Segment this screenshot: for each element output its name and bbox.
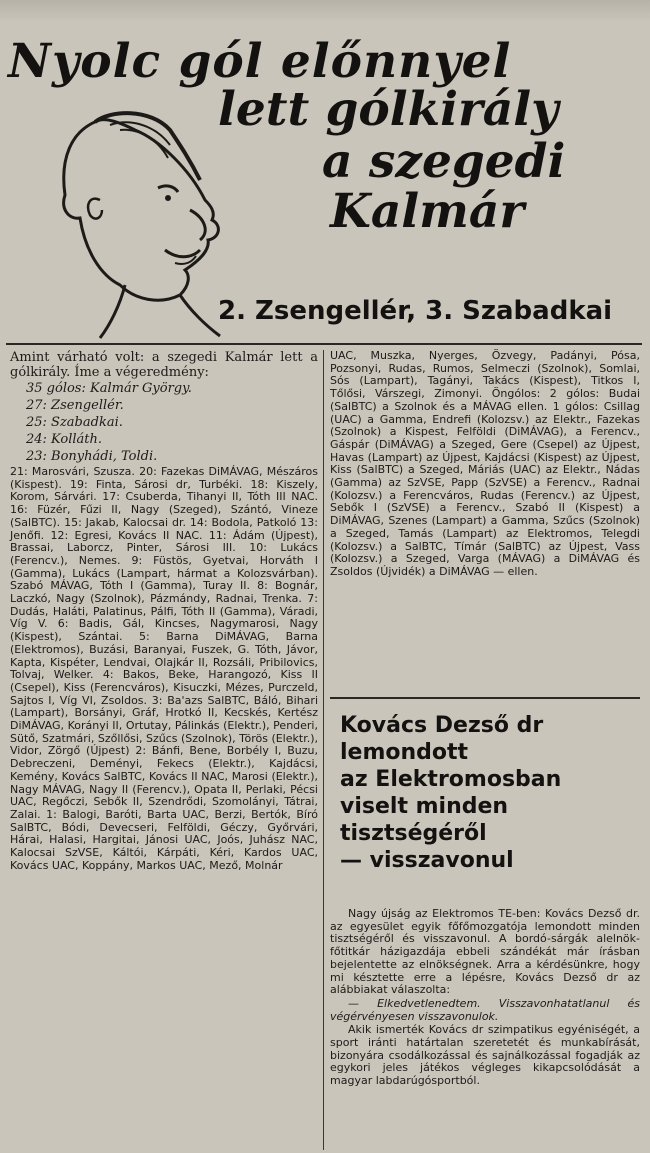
box-title-line: az Elektromosban: [340, 767, 562, 792]
box-article-body: [330, 908, 640, 1089]
headline-line-3: a szegedi: [322, 134, 566, 189]
intro-paragraph: Amint várható volt: a szegedi Kalmár lett a gólkirály. Íme a végeredmény:: [10, 350, 318, 380]
scorer-list: 21: Marosvári, Szusza. 20: Fazekas DiMÁVAG, Mészáros (Kispest). 19: Finta, Sárosi dr, Turbéki. 18: Kiszely, Korom, Sárvári. 17: Csuberda, Tihanyi II, Tóth III NAC. 16: Füzér, Fűzi II, Nagy (Szeged), Szántó, Vineze (SalBTC). 15: Jakab, Kalocsai dr. 14: Bodola, Patkoló 13: Jenőfi. 12: Egresi, Kovács II NAC. 11: Ádám (Újpest), Brassai, Laborcz, Pinter, Sárosi III. 10: Lukács (Ferencv.), Nemes. 9: Füstös, Gyetvai, Horváth I (Gamma), Lukács (Lampart, hármat a Kolozsvárban). Szabó MÁVAG, Tóth I (Gamma), Turay II. 8: Bognár, Laczkó, Nagy (Szolnok), Pázmándy, Radnai, Trenka. 7: Dudás, Haláti, Palatinus, Pálfi, Tóth II (Gamma), Váradi, Víg V. 6: Badis, Gál, Kincses, Nagymarosi, Nagy (Kispest), Szántai. 5: Barna DiMÁVAG, Barna (Elektromos), Buzási, Baranyai, Fuszek, G. Tóth, Jávor, Kapta, Kispéter, Lendvai, Olajkár II, Rozsáli, Pribilovics, Tolvaj, Welker. 4: Bakos, Beke, Harangozó, Kiss II (Csepel), Kiss (Ferencváros), Kisuczki, Mézes, Purczeld, Sajtos I, Víg VI, Zsoldos. 3: Ba'azs SalBTC, Báló, Bihari (Lampart), Borsányi, Gráf, Hrotkó II, Kecskés, Kertész DiMÁVAG, Korányi II, Ortutay, Pálinkás (Elektr.), Penderi, Sütő, Szatmári, Szőllősi, Szűcs (Szolnok), Törös (Elektr.), Vidor, Zörgő (Újpest) 2: Bánfi, Bene, Borbély I, Buzu, Debreczeni, Deményi, Fekecs (Elektr.), Kajdácsi, Kemény, Kovács SalBTC, Kovács II NAC, Marosi (Elektr.), Nagy MÁVAG, Nagy II (Ferencv.), Opata II, Perlaki, Pécsi UAC, Regőczi, Sebők II, Szendrődi, Szomolányi, Tátrai, Zalai. 1: Balogi, Baróti, Barta UAC, Berzi, Bertók, Bíró SalBTC, Bódi, Devecseri, Felföldi, Géczy, Győrvári, Hárai, Halasi, Hargitai, Jánosi UAC, Joós, Juhász NAC, Kalocsai SzVSE, Káltói, Kárpáti, Kéri, Kardos UAC, Kovács UAC, Koppány, Markos UAC, Mező, Molnár: [10, 465, 318, 872]
caricature-portrait: [40, 100, 230, 340]
left-column: [10, 350, 318, 874]
box-article-title: [340, 712, 630, 874]
box-title-line: lemondott: [340, 740, 469, 765]
headline-line-1: Nyolc gól előnnyel: [8, 34, 512, 89]
box-paragraph: Nagy újság az Elektromos TE-ben: Kovács Dezső dr. az egyesület egyik főfőmozgatója lemondott minden tisztségéről és visszavonul. A bordó-sárgák alelnök-főtitkár házigazdája ebbeli szándékát már írásban bejelentette az elnökségnek. Arra a kérdésünkre, hogy mi késztette erre a lépésre, Kovács Dezső dr az alábbiakat válaszolta:: [330, 907, 640, 997]
column-divider: [323, 350, 324, 1150]
rule-box-top: [330, 697, 640, 699]
score-line: 25: Szabadkai.: [26, 415, 123, 430]
score-line: 27: Zsengellér.: [26, 398, 124, 413]
box-title-line: Kovács Dezső dr: [340, 713, 544, 738]
box-quote: — Elkedvetlenedtem. Visszavonhatatlanul és végérvényesen visszavonulok.: [330, 996, 640, 1023]
subhead-ranking: 2. Zsengellér, 3. Szabadkai: [218, 296, 613, 326]
box-title-line: tisztségéről: [340, 821, 487, 846]
rule-top: [6, 343, 642, 345]
box-title-line: — visszavonul: [340, 848, 514, 873]
headline-line-4: Kalmár: [330, 184, 525, 239]
headline-line-2: lett gólkirály: [218, 82, 559, 137]
score-line: 35 gólos: Kalmár György.: [26, 381, 192, 396]
score-line: 24: Kolláth.: [26, 432, 103, 447]
right-column: [330, 350, 640, 580]
box-paragraph: Akik ismerték Kovács dr szimpatikus egyéniségét, a sport iránti határtalan szeretetét és munkabírását, bizonyára csodálkozással és sajnálkozással fogadják az egykori jeles játékos végleges kikapcsolódását a magyar labdarúgósportból.: [330, 1023, 640, 1088]
score-line: 23: Bonyhádi, Toldi.: [26, 449, 158, 464]
previous-article-bleed: [0, 0, 650, 22]
scorer-list-continued: UAC, Muszka, Nyerges, Özvegy, Padányi, Pósa, Pozsonyi, Rudas, Rumos, Selmeczi (Szolnok), Somlai, Sós (Lampart), Tagányi, Takács (Kispest), Titkos I, Tőlősi, Várszegi, Zimonyi. Öngólos: 2 gólos: Budai (SalBTC) a Szolnok és a MÁVAG ellen. 1 gólos: Csillag (UAC) a Gamma, Endrefi (Kolozsv.) az Elektr., Fazekas (Szolnok) a Kispest, Felföldi (DiMÁVAG), a Ferencv., Gáspár (DiMÁVAG) a Szeged, Gere (Csepel) az Újpest, Havas (Lampart) az Újpest, Kajdácsi (Kispest) az Újpest, Kiss (SalBTC) a Szeged, Máriás (UAC) az Elektr., Nádas (Gamma) az SzVSE, Papp (SzVSE) a Ferencv., Radnai (Kolozsv.) a Ferencváros, Rudas (Ferencv.) az Újpest, Sebők I (SzVSE) a Ferencv., Szabó II (Kispest) a DiMÁVAG, Szenes (Lampart) a Gamma, Szűcs (Szolnok) a Szeged, Tamás (Lampart) az Elektromos, Telegdi (Kolozsv.) a SalBTC, Tímár (SalBTC) az Újpest, Vass (Kolozsv.) a Szeged, Varga (MÁVAG) a DiMÁVAG és Zsoldos (Újvidék) a DiMÁVAG — ellen.: [330, 349, 640, 578]
box-title-line: viselt minden: [340, 794, 509, 819]
